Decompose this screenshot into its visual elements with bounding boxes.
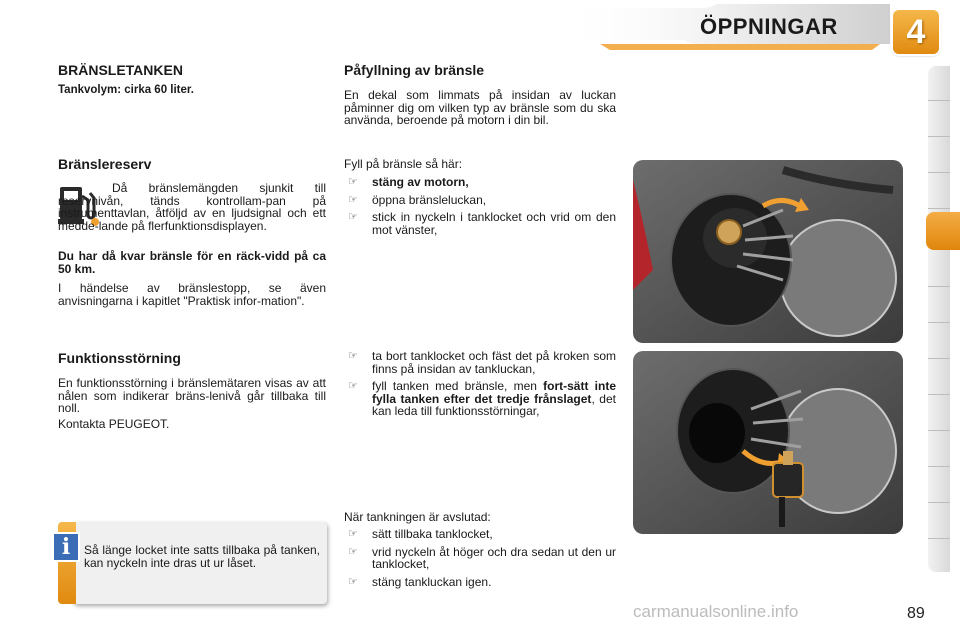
reserve-stop-note: I händelse av bränslestopp, se även anvisningarna i kapitlet "Praktisk infor-mation". — [58, 281, 326, 308]
reserve-paragraph: Då bränslemängden sjunkit till reservnivån, tänds kontrollam-pan på instrumenttavlan, åtföljd av en ljudsignal och ett medde-lande på flerfunktionsdisplayen. — [58, 181, 326, 233]
tab-divider — [928, 466, 950, 467]
info-icon: i — [52, 532, 80, 562]
tab-divider — [928, 208, 950, 209]
steps-intro: Fyll på bränsle så här: — [344, 157, 463, 171]
list-item: ☞ stick in nyckeln i tanklocket och vrid om den mot vänster, — [348, 210, 616, 237]
pointing-hand-icon: ☞ — [348, 176, 358, 188]
list-item: ☞ stäng tankluckan igen. — [348, 574, 492, 589]
contact-note: Kontakta PEUGEOT. — [58, 417, 170, 431]
malfunction-heading: Funktionsstörning — [58, 350, 181, 366]
list-item: ☞ stäng av motorn, — [348, 175, 469, 189]
info-text: Så länge locket inte satts tillbaka på tanken, kan nyckeln inte dras ut ur låset. — [84, 543, 320, 570]
tab-divider — [928, 394, 950, 395]
tab-divider — [928, 358, 950, 359]
refuel-intro: En dekal som limmats på insidan av luckan påminner dig om vilken typ av bränsle som du ska använda, beroende på motorn i din bil. — [344, 88, 616, 127]
pointing-hand-icon: ☞ — [348, 545, 358, 558]
tab-divider — [928, 538, 950, 539]
chapter-tab-strip — [928, 66, 950, 572]
page-number: 89 — [907, 605, 925, 622]
tab-divider — [928, 100, 950, 101]
reserve-range-note: Du har då kvar bränsle för en räck-vidd på ca 50 km. — [58, 249, 326, 276]
pointing-hand-icon: ☞ — [348, 350, 358, 362]
list-item: ☞ fyll tanken med bränsle, men fort-sätt inte fylla tanken efter det tredje frånslaget, det kan leda till funktionsstörningar, — [348, 379, 616, 418]
pointing-hand-icon: ☞ — [348, 575, 358, 588]
reserve-heading: Bränslereserv — [58, 156, 152, 172]
list-item: ☞ sätt tillbaka tanklocket, — [348, 527, 493, 541]
steps-list — [344, 176, 616, 241]
list-item: ☞ ta bort tanklocket och fäst det på kroken som finns på insidan av tankluckan, — [348, 349, 616, 376]
watermark: carmanualsonline.info — [633, 602, 799, 621]
tab-divider — [928, 286, 950, 287]
pointing-hand-icon: ☞ — [348, 380, 358, 392]
chapter-number: 4 — [906, 13, 926, 51]
malfunction-paragraph: En funktionsstörning i bränslemätaren visas av att nålen som indikerar bräns-lenivå går tillbaka till noll. — [58, 376, 326, 415]
tab-divider — [928, 502, 950, 503]
fuel-cap-removed-photo — [633, 351, 903, 534]
tab-divider — [928, 430, 950, 431]
tab-active-chapter[interactable] — [926, 212, 960, 250]
tab-divider — [928, 136, 950, 137]
fuel-flap-open-photo — [633, 160, 903, 343]
tab-divider — [928, 322, 950, 323]
after-heading: När tankningen är avslutad: — [344, 510, 491, 524]
after-steps-list — [344, 528, 616, 593]
pointing-hand-icon: ☞ — [348, 211, 358, 223]
chapter-title: ÖPPNINGAR — [700, 14, 838, 39]
tab-divider — [928, 172, 950, 173]
steps-list-2 — [344, 350, 616, 423]
refuel-heading: Påfyllning av bränsle — [344, 62, 485, 78]
pointing-hand-icon: ☞ — [348, 528, 358, 540]
pointing-hand-icon: ☞ — [348, 193, 358, 206]
tank-volume: Tankvolym: cirka 60 liter. — [58, 84, 194, 96]
section-title: BRÄNSLETANKEN — [58, 62, 183, 78]
list-item: ☞ vrid nyckeln åt höger och dra sedan ut den ur tanklocket, — [348, 544, 616, 571]
list-item: ☞ öppna bränsleluckan, — [348, 192, 487, 207]
